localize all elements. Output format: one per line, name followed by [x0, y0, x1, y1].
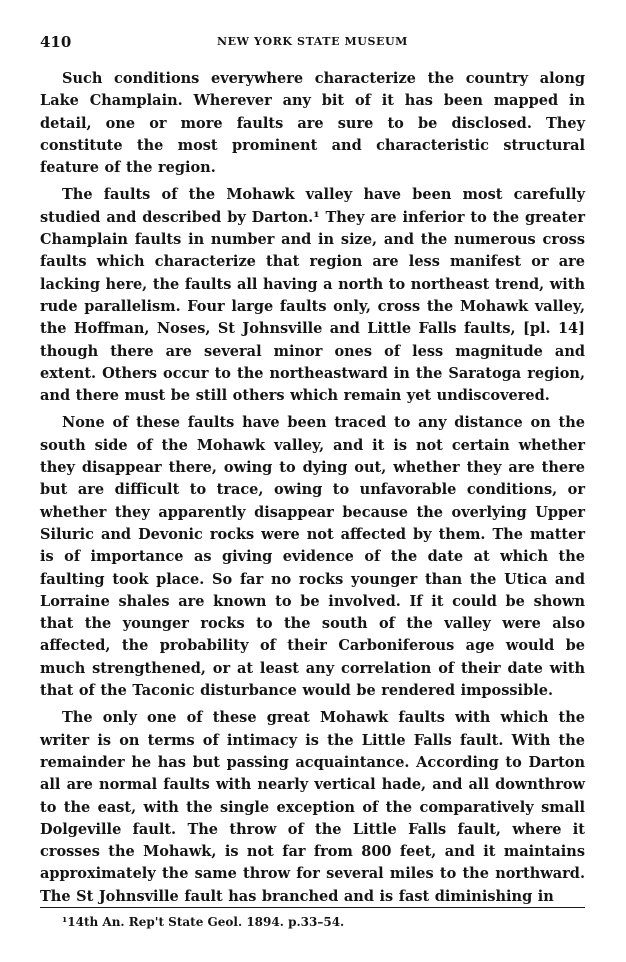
paragraph: None of these faults have been traced to any distance on the south side of the Mohawk valley, and it is not certain whether they disappear there, owing to dying out, whether they are there but are difficult to trace, owing to unfavorable conditions, or whether they apparently disappear because the overlying Upper Siluric and Devonic rocks were not affected by them. The matter is of importance as giving evidence of the date at which the faulting took place. So far no rocks younger than the Utica and Lorraine shales are known to be involved. If it could be shown that the younger rocks to the south of the valley were also affected, the probability of their Carboniferous age would be much strengthened, or at least any correlation of their date with that of the Taconic disturbance would be rendered impossible.: [40, 414, 585, 700]
page-number: 410: [40, 33, 72, 51]
footnote-divider: [40, 907, 585, 908]
paragraph: The only one of these great Mohawk faults with which the writer is on terms of intimacy is the Little Falls fault. With the remainder he has but passing acquaintance. According to Darton all are normal faults with nearly vertical hade, and all downthrow to the east, with the single exception of the comparatively small Dolgeville fault. The throw of the Little Falls fault, where it crosses the Mohawk, is not far from 800 feet, and it maintains approximately the same throw for several miles to the northward. The St Johnsville fault has branched and is fast diminishing in: [40, 709, 585, 905]
footnote: ¹14th An. Rep't State Geol. 1894. p.33–54.: [62, 915, 345, 929]
running-head: NEW YORK STATE MUSEUM: [217, 35, 408, 48]
body-text: [40, 68, 585, 913]
paragraph: Such conditions everywhere characterize the country along Lake Champlain. Wherever any bit of it has been mapped in detail, one or more faults are sure to be disclosed. They constitute the most prominent and characteristic structural feature of the region.: [40, 70, 585, 177]
page-header: [40, 33, 585, 55]
paragraph: The faults of the Mohawk valley have been most carefully studied and described by Darton.¹ They are inferior to the greater Champlain faults in number and in size, and the numerous cross faults which characterize that region are less manifest or are lacking here, the faults all having a north to northeast trend, with rude parallelism. Four large faults only, cross the Mohawk valley, the Hoffman, Noses, St Johnsville and Little Falls faults, [pl. 14] though there are several minor ones of less magnitude and extent. Others occur to the northeastward in the Saratoga region, and there must be still others which remain yet undiscovered.: [40, 186, 585, 405]
